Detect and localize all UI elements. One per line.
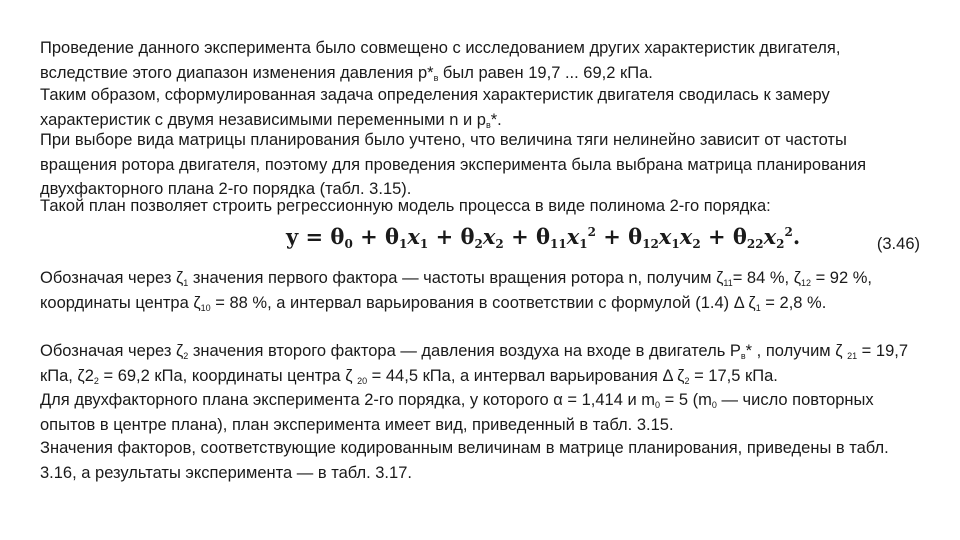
paragraph-matrix-choice [40, 128, 920, 202]
formula-part: + θ [428, 224, 475, 249]
formula-var: x [566, 224, 580, 249]
formula-part: y = θ [286, 224, 345, 249]
subscript: в [485, 119, 491, 130]
paragraph-text: значения первого фактора — частоты вращения ротора n, получим ζ [188, 269, 724, 287]
subscript: 21 [847, 351, 858, 361]
formula-sub: 1 [579, 237, 588, 251]
subscript: 20 [357, 375, 368, 386]
paragraph-text: Для двухфакторного плана эксперимента 2-го порядка, у которого α = 1,414 и m [40, 391, 656, 409]
formula-var: x [658, 224, 672, 249]
formula-sub: 2 [692, 237, 701, 251]
paragraph-text: = 17,5 кПа. [689, 366, 778, 385]
paragraph-first-factor [40, 266, 920, 315]
paragraph-text: *. [490, 110, 502, 129]
paragraph-text: = 19,7 кПа, ζ2 [40, 342, 909, 385]
paragraph-text: = 84 %, ζ [732, 269, 801, 287]
subscript: 2 [183, 351, 189, 361]
paragraph-text: — число повторных опытов в центре плана), план эксперимента имеет вид, приведенный в табл. 3.15. [40, 391, 874, 434]
formula-sub: 1 [419, 237, 429, 251]
formula-sub: 1 [671, 237, 680, 251]
subscript: в [433, 72, 439, 83]
subscript: 12 [800, 278, 811, 288]
formula-sub: 2 [474, 237, 483, 251]
paragraph-factor-values [40, 436, 920, 485]
paragraph-text: = 5 (m [660, 391, 712, 409]
paragraph-text: При выборе вида матрицы планирования было учтено, что величина тяги нелинейно зависит от частоты вращения ротора двигателя, поэтому для проведения эксперимента была выбрана матрица планирования двухфакторного плана 2-го порядка (табл. 3.15). [40, 131, 867, 198]
formula-part: + θ [700, 224, 747, 249]
paragraph-text: Таким образом, сформулированная задача определения характеристик двигателя сводилась к замеру характеристик с двумя независимыми переменными n и р [40, 86, 830, 129]
paragraph-text: = 44,5 кПа, а интервал варьирования Δ ζ [367, 366, 685, 385]
paragraph-plan-description [40, 388, 920, 437]
paragraph-text: Обозначая через ζ [40, 269, 184, 287]
formula-part: + θ [595, 224, 643, 249]
subscript: 1 [755, 302, 761, 313]
subscript: 2 [684, 375, 690, 386]
paragraph-text: = 2,8 %. [760, 293, 827, 312]
subscript: 10 [200, 302, 211, 313]
formula-var: x [763, 224, 777, 249]
paragraph-task-formulation [40, 83, 920, 132]
subscript: 11 [723, 278, 733, 288]
paragraph-text: Проведение данного эксперимента было совмещено с исследованием других характеристик двигателя, вследствие этого диапазон изменения давления р* [40, 39, 841, 82]
formula-var: x [679, 224, 693, 249]
formula-sup: 2 [587, 225, 596, 239]
formula-sub: 2 [495, 237, 504, 251]
formula-sub: 12 [642, 237, 659, 251]
paragraph-text: был равен 19,7 ... 69,2 кПа. [438, 63, 653, 82]
subscript: 2 [93, 375, 99, 386]
subscript: 0 [655, 400, 661, 410]
formula-var: x [407, 224, 420, 249]
paragraph-regression-model [40, 194, 920, 219]
formula-sub: 11 [550, 237, 567, 251]
formula-sub: 1 [399, 237, 408, 251]
paragraph-text: = 69,2 кПа, координаты центра ζ [98, 366, 358, 385]
paragraph-text: = 92 %, координаты центра ζ [40, 269, 872, 312]
formula-var: x [482, 224, 496, 249]
paragraph-text: Такой план позволяет строить регрессионную модель процесса в виде полинома 2-го порядка: [40, 197, 771, 215]
paragraph-second-factor [40, 339, 920, 388]
paragraph-experiment-combined [40, 36, 920, 85]
paragraph-text: Значения факторов, соответствующие кодированным величинам в матрице планирования, приведены в табл. 3.16, а результаты эксперимента — в табл. 3.17. [40, 439, 889, 482]
formula-part: + θ [352, 224, 400, 249]
subscript: 1 [183, 278, 189, 288]
paragraph-text: Обозначая через ζ [40, 342, 184, 360]
formula-sub: 2 [776, 237, 785, 251]
regression-formula [286, 224, 800, 249]
paragraph-text: = 88 %, а интервал варьирования в соответствии с формулой (1.4) Δ ζ [210, 293, 756, 312]
paragraph-text: значения второго фактора — давления воздуха на входе в двигатель Р [188, 342, 741, 360]
subscript: 0 [711, 400, 717, 410]
formula-sub: 22 [746, 237, 764, 251]
formula-sub: 0 [344, 237, 353, 251]
subscript: в [740, 351, 746, 361]
formula-part: + θ [503, 224, 550, 249]
equation-number: (3.46) [876, 235, 920, 253]
formula-part: . [792, 224, 801, 249]
formula-sup: 2 [784, 225, 793, 239]
paragraph-text: * , получим ζ [745, 342, 848, 360]
